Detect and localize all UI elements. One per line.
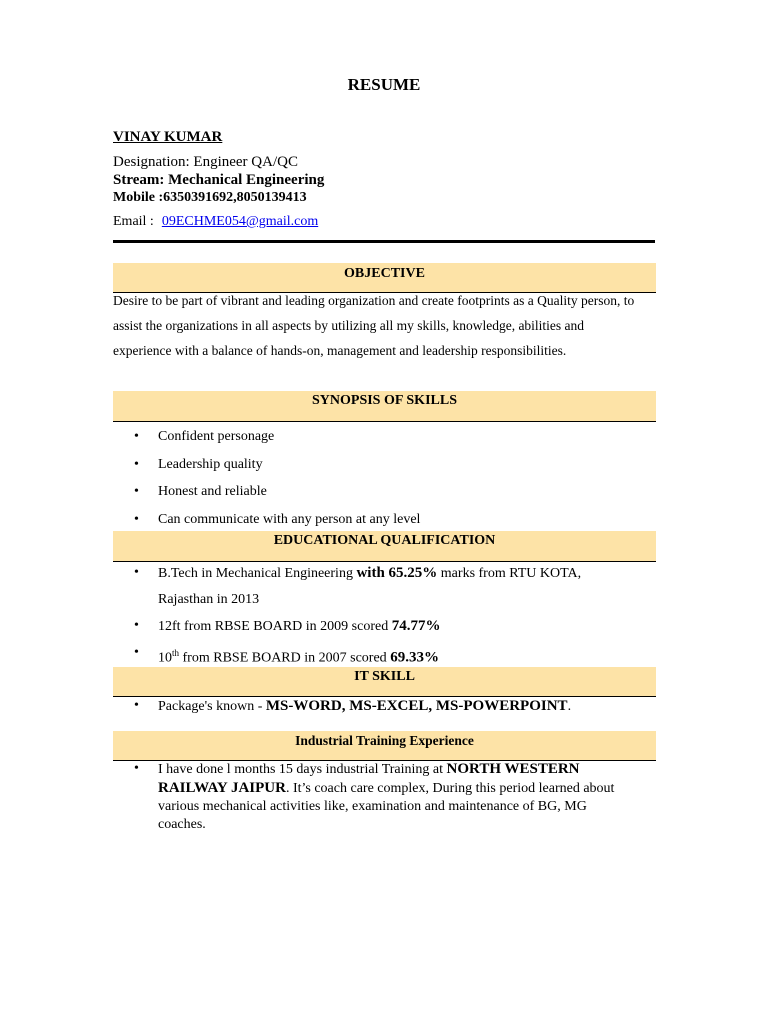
designation: Designation: Engineer QA/QC [113,154,298,170]
it-skill-heading: IT SKILL [113,667,656,697]
btech-text: B.Tech in Mechanical Engineering [158,566,353,581]
list-item: • Honest and reliable [113,478,658,506]
education-list [113,560,658,672]
training-list [113,760,658,834]
training-org-line1: NORTH WESTERN [446,761,580,777]
btech-score: with 65.25% [356,565,438,581]
objective-line: experience with a balance of hands-on, management and leadership responsibilities. [113,343,567,358]
list-item [113,613,658,640]
training-text: I have done l months 15 days industrial Training at [158,762,444,777]
objective-line: Desire to be part of vibrant and leading organization and create footprints as a Quality person, to [113,293,635,308]
mobile-number: Mobile :6350391692,8050139413 [113,190,307,205]
header-divider [113,240,655,243]
btech-university: marks from RTU KOTA, [440,566,582,581]
list-item [113,696,658,717]
it-skill-label: Package's known - [158,699,263,714]
candidate-name: VINAY KUMAR [113,129,223,145]
list-item [113,760,658,834]
skills-heading: SYNOPSIS OF SKILLS [113,391,656,422]
tenth-score: 69.33% [390,649,439,666]
tenth-number: 10 [158,650,172,666]
email-label: Email : [113,214,154,229]
objective-line: assist the organizations in all aspects by utilizing all my skills, knowledge, abilities and [113,318,585,333]
objective-heading: OBJECTIVE [113,263,656,293]
skills-list [113,423,658,533]
list-item: • Confident personage [113,423,658,451]
email-link[interactable]: 09ECHME054@gmail.com [161,214,319,229]
education-heading: EDUCATIONAL QUALIFICATION [113,531,656,562]
it-skill-packages: MS-WORD, MS-EXCEL, MS-POWERPOINT [265,698,568,714]
stream: Stream: Mechanical Engineering [113,172,325,188]
training-detail-1: . It’s coach care complex, During this period learned about [285,781,615,796]
list-item: • Leadership quality [113,451,658,479]
email-line [113,214,318,230]
resume-title: RESUME [347,75,421,94]
it-skill-list [113,696,658,717]
twelfth-score: 74.77% [391,618,441,634]
training-heading: Industrial Training Experience [113,731,656,761]
tenth-text: from RBSE BOARD in 2007 scored [182,650,387,666]
it-skill-period: . [567,699,572,714]
training-detail-3: coaches. [158,817,206,832]
tenth-superscript: th [172,648,180,658]
training-org-line2: RAILWAY JAIPUR [158,780,286,796]
training-detail-2: various mechanical activities like, examination and maintenance of BG, MG [158,799,587,814]
objective-text [113,288,658,363]
list-item [113,560,658,613]
btech-year: Rajasthan in 2013 [158,592,260,607]
twelfth-text: 12ft from RBSE BOARD in 2009 scored [158,619,389,634]
list-item: • Can communicate with any person at any level [113,506,658,534]
